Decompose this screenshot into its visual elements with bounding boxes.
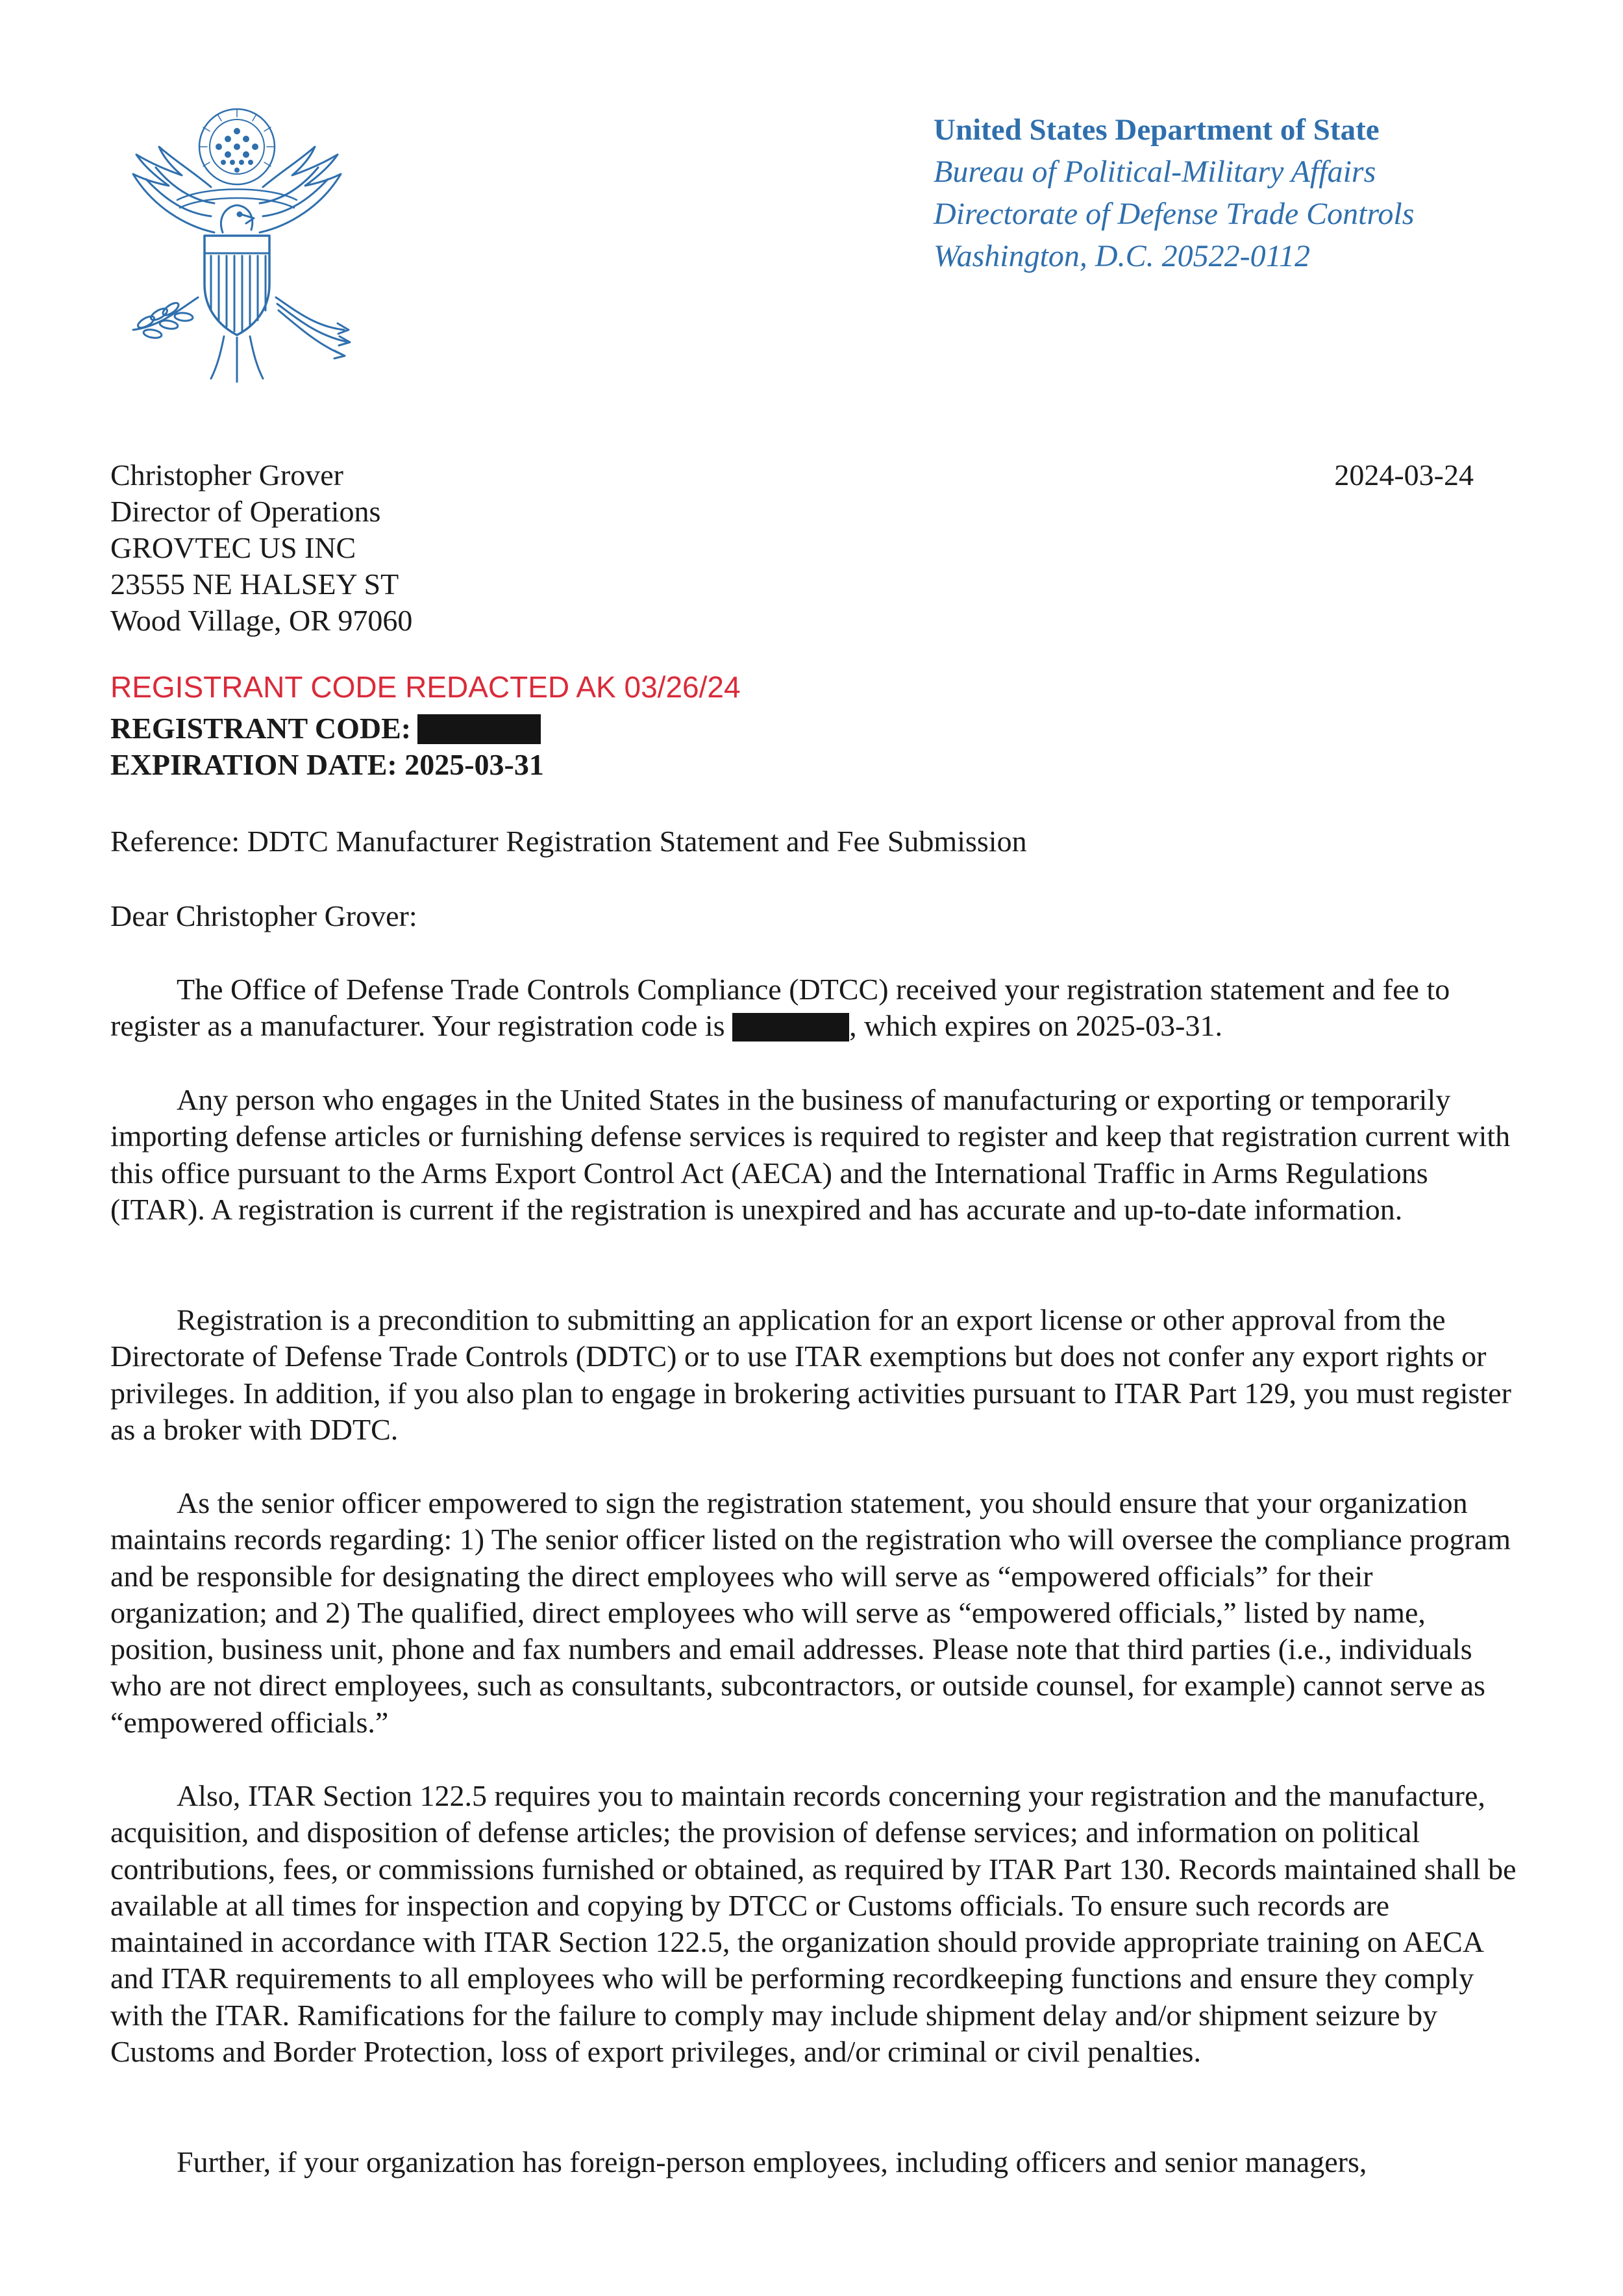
recipient-address — [110, 457, 412, 639]
paragraph-3-text: Registration is a precondition to submitting an application for an export license or other approval from the Directorate of Defense Trade Controls (DDTC) or to use ITAR exemptions but does not confer any export rights or privileges. In addition, if you also plan to engage in brokering activities pursuant to ITAR Part 129, you must register as a broker with DDTC. — [110, 1303, 1511, 1446]
department-name: United States Department of State — [934, 113, 1380, 147]
bureau-name: Bureau of Political-Military Affairs — [934, 155, 1376, 189]
great-seal-icon — [107, 103, 367, 388]
office-city: Washington, D.C. 20522-0112 — [934, 239, 1311, 273]
registrant-code-label: REGISTRANT CODE: — [110, 712, 412, 745]
expiration-date-line — [110, 747, 544, 783]
paragraph-6-text: Further, if your organization has foreign-person employees, including officers and senior managers, — [177, 2145, 1367, 2178]
paragraph-3 — [110, 1302, 1526, 1448]
redaction-box — [417, 714, 541, 744]
letterhead — [934, 109, 1414, 277]
paragraph-2-text: Any person who engages in the United States in the business of manufacturing or exporting or temporarily importing defense articles or furnishing defense services is required to register and keep that registration current with this office pursuant to the Arms Export Control Act (AECA) and the International Traffic in Arms Regulations (ITAR). A registration is current if the registration is unexpired and has accurate and up-to-date information. — [110, 1083, 1511, 1226]
reference-line: Reference: DDTC Manufacturer Registration Statement and Fee Submission — [110, 825, 1027, 858]
paragraph-2 — [110, 1082, 1526, 1228]
recipient-title: Director of Operations — [110, 495, 381, 528]
paragraph-1 — [110, 971, 1526, 1045]
recipient-name: Christopher Grover — [110, 458, 343, 492]
letter-date: 2024-03-24 — [1334, 458, 1474, 492]
paragraph-1-text-b: , which expires on 2025-03-31. — [849, 1009, 1222, 1043]
redaction-note: REGISTRANT CODE REDACTED AK 03/26/24 — [110, 670, 741, 704]
paragraph-5-text: Also, ITAR Section 122.5 requires you to maintain records concerning your registration and the manufacture, acquisition, and disposition of defense articles; the provision of defense services; and information on political contributions, fees, or commissions furnished or obtained, as required by ITAR Part 130. Records maintained shall be available at all times for inspection and copying by DTCC or Customs officials. To ensure such records are maintained in accordance with ITAR Section 122.5, the organization should provide appropriate training on AECA and ITAR requirements to all employees who will be performing recordkeeping functions and ensure they comply with the ITAR. Ramifications for the failure to comply may include shipment delay and/or shipment seizure by Customs and Border Protection, loss of export privileges, and/or criminal or civil penalties. — [110, 1779, 1517, 2069]
paragraph-4-text: As the senior officer empowered to sign the registration statement, you should ensure that your organization maintains records regarding: 1) The senior officer listed on the registration who will oversee the compliance program and be responsible for designating the direct employees who will serve as “empowered officials” for their organization; and 2) The qualified, direct employees who will serve as “empowered officials,” listed by name, position, business unit, phone and fax numbers and email addresses. Please note that third parties (i.e., individuals who are not direct employees, such as consultants, subcontractors, or outside counsel, for example) cannot serve as “empowered officials.” — [110, 1486, 1511, 1739]
paragraph-4 — [110, 1485, 1526, 1741]
registrant-code-line — [110, 710, 544, 747]
redaction-box — [732, 1013, 849, 1042]
paragraph-1-text-a: The Office of Defense Trade Controls Compliance (DTCC) received your registration statement and fee to register as a manufacturer. Your registration code is — [110, 973, 1450, 1043]
registration-block — [110, 710, 544, 783]
recipient-city: Wood Village, OR 97060 — [110, 604, 413, 637]
paragraph-6 — [110, 2144, 1526, 2180]
expiration-date-value: 2025-03-31 — [404, 748, 544, 781]
salutation: Dear Christopher Grover: — [110, 899, 417, 932]
recipient-company: GROVTEC US INC — [110, 531, 356, 564]
paragraph-5 — [110, 1778, 1526, 2070]
expiration-date-label: EXPIRATION DATE: — [110, 748, 397, 781]
recipient-street: 23555 NE HALSEY ST — [110, 568, 399, 601]
directorate-name: Directorate of Defense Trade Controls — [934, 197, 1415, 231]
